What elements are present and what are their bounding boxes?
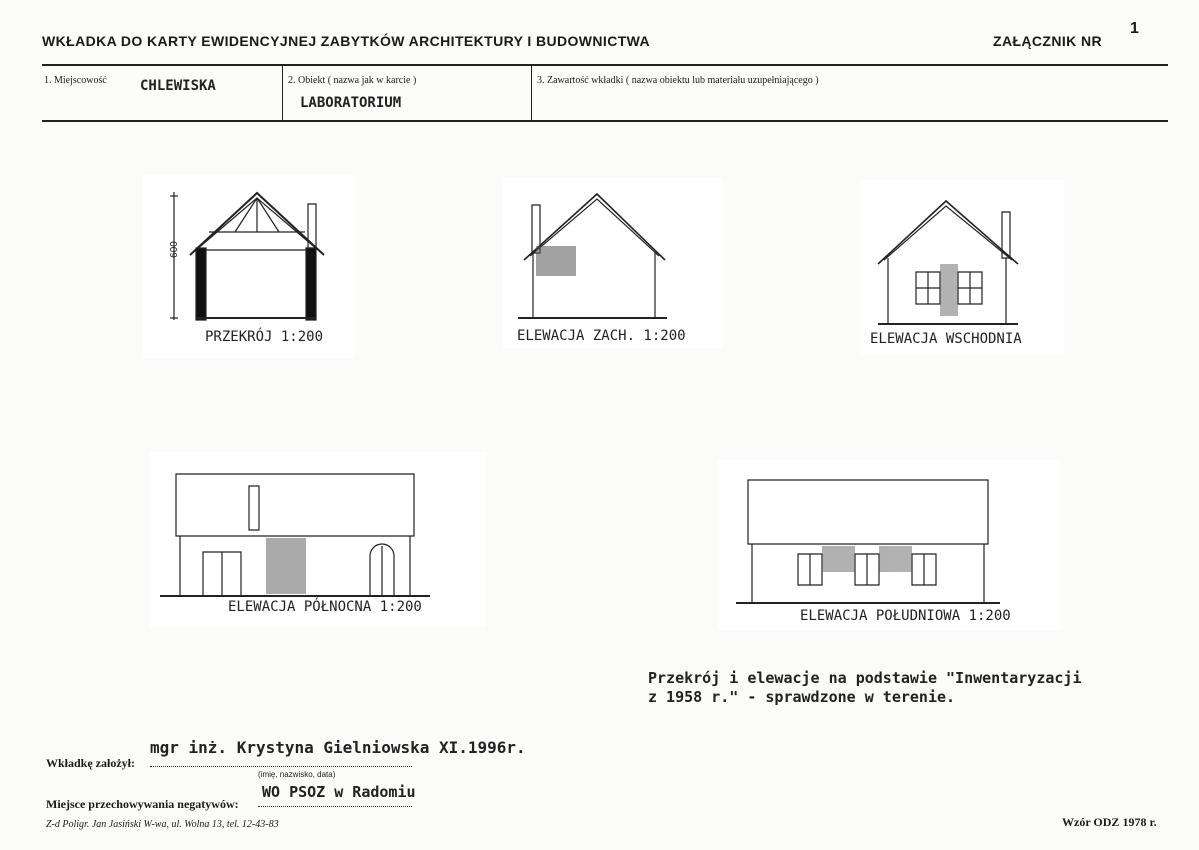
storage-value: WO PSOZ w Radomiu — [262, 783, 416, 801]
object-label: 2. Obiekt ( nazwa jak w karcie ) — [288, 75, 417, 86]
note-line-1: Przekrój i elewacje na podstawie "Inwentaryzacji — [648, 669, 1082, 687]
locality-value: CHLEWISKA — [140, 78, 216, 94]
east-caption: ELEWACJA WSCHODNIA — [870, 331, 1022, 347]
section-caption: PRZEKRÓJ 1:200 — [205, 329, 324, 345]
west-caption: ELEWACJA ZACH. 1:200 — [517, 328, 686, 344]
annex-label: ZAŁĄCZNIK NR — [993, 33, 1103, 49]
south-caption: ELEWACJA POŁUDNIOWA 1:200 — [800, 608, 1011, 624]
form-title: WKŁADKA DO KARTY EWIDENCYJNEJ ZABYTKÓW ARCHITEKTURY I BUDOWNICTWA — [42, 33, 651, 49]
contents-label: 3. Zawartość wkładki ( nazwa obiektu lub materiału uzupełniającego ) — [537, 75, 819, 86]
note-line-2: z 1958 r." - sprawdzone w terenie. — [648, 688, 956, 706]
author-value: mgr inż. Krystyna Gielniowska XI.1996r. — [150, 738, 526, 757]
object-value: LABORATORIUM — [300, 95, 402, 111]
section-dimension: 600 — [168, 241, 180, 258]
north-caption: ELEWACJA PÓŁNOCNA 1:200 — [228, 599, 422, 615]
locality-label: 1. Miejscowość — [44, 75, 107, 86]
form-code: Wzór ODZ 1978 r. — [1062, 815, 1157, 829]
printer-info: Z-d Poligr. Jan Jasiński W-wa, ul. Wolna 13, tel. 12-43-83 — [46, 819, 279, 830]
author-dotted-line — [150, 766, 412, 767]
storage-dotted-line — [258, 806, 412, 807]
author-label: Wkładkę założył: — [46, 756, 135, 770]
author-hint: (imię, nazwisko, data) — [258, 770, 336, 779]
storage-label: Miejsce przechowywania negatywów: — [46, 797, 239, 811]
annex-number: 1 — [1130, 20, 1139, 37]
